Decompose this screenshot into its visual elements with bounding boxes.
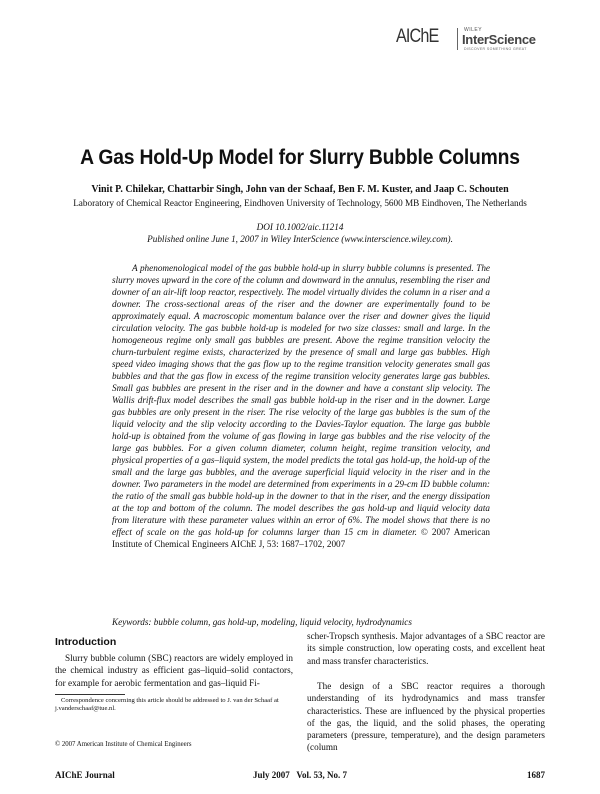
page-number: 1687 xyxy=(527,770,545,780)
author-list: Vinit P. Chilekar, Chattarbir Singh, John van der Schaaf, Ben F. M. Kuster, and Jaap C. Schouten xyxy=(91,184,509,195)
correspondence-footnote: Correspondence concerning this article should be addressed to J. van der Schaaf at j.vanderschaaf@tue.nl. xyxy=(55,697,279,712)
logo-divider xyxy=(457,28,458,50)
intro-paragraph-left: Slurry bubble column (SBC) reactors are widely employed in the chemical industry as efficient gas–liquid–solid contactors, for example for aerobic fermentation and gas–liquid Fi- xyxy=(55,653,293,688)
aiche-logo: AIChE xyxy=(396,26,439,47)
copyright-notice: © 2007 American Institute of Chemical Engineers xyxy=(55,741,192,748)
doi-line: DOI 10.1002/aic.11214 xyxy=(256,222,344,232)
abstract xyxy=(112,262,490,550)
intro-paragraph-right-2: The design of a SBC reactor requires a thorough understanding of its hydrodynamics and mass transfer characteristics. These are influenced by the physical properties of the gas, the liquid, and the solid phases, the operating parameters (pressure, temperature), and the design parameters (column xyxy=(307,681,545,753)
interscience-logo: InterScience xyxy=(462,32,536,47)
introduction-heading: Introduction xyxy=(55,636,117,648)
intro-paragraph-right-1: scher-Tropsch synthesis. Major advantages of a SBC reactor are its simple construction, low operating costs, and excellent heat and mass transfer characteristics. xyxy=(307,631,545,666)
affiliation: Laboratory of Chemical Reactor Engineering, Eindhoven University of Technology, 5600 MB Eindhoven, The Netherlands xyxy=(73,198,527,208)
abstract-copyright: © 2007 American Institute of Chemical Engineers AIChE J, 53: 1687–1702, 2007 xyxy=(112,527,490,549)
footer-journal-name: AIChE Journal xyxy=(55,770,115,780)
article-title: A Gas Hold-Up Model for Slurry Bubble Columns xyxy=(80,146,520,169)
interscience-tagline: DISCOVER SOMETHING GREAT xyxy=(464,47,527,51)
footer-issue: July 2007 Vol. 53, No. 7 xyxy=(252,770,348,780)
footnote-divider xyxy=(55,694,125,695)
wiley-wordmark: WILEY xyxy=(464,27,483,33)
abstract-text: A phenomenological model of the gas bubble hold-up in slurry bubble columns is presented. The slurry moves upward in the core of the column and downward in the annulus, resembling the riser and downer of an air-lift loop reactor, respectively. The model virtually divides the column in a riser and a downer. The cross-sectional areas of the riser and the downer are experimentally found to be approximately equal. A macroscopic momentum balance over the riser and downer gives the liquid circulation velocity. The gas bubble hold-up is modeled for two size classes: small and large. In the homogeneous regime only small gas bubbles are present. Above the regime transition velocity the churn-turbulent regime exists, characterized by the presence of small and large gas bubbles. High speed video imaging shows that the gas flow up to the regime transition velocity generates small gas bubbles and that the gas flow in excess of the regime transition velocity generates large gas bubbles. Small gas bubbles are present in the riser and in the downer and have a constant slip velocity. The Wallis drift-flux model describes the small gas bubble hold-up in the riser and in the downer. Large gas bubbles are only present in the riser. The rise velocity of the large gas bubbles is the sum of the liquid velocity and the slip velocity according to the Davies-Taylor equation. The large gas bubble hold-up is obtained from the volume of gas flowing in large gas bubbles and the rise velocity of the large gas bubbles. For a given column diameter, column height, regime transition velocity, and physical properties of a gas–liquid system, the model predicts the total gas hold-up, the hold-up of the small and the large gas bubbles, and the average superficial liquid velocity in the riser and in the downer. Two parameters in the model are determined from experiments in a 29-cm ID bubble column: the ratio of the small gas bubble hold-up in the downer to that in the riser, and the energy dissipation at the top and bottom of the column. The model describes the gas hold-up and liquid velocity data from literature with these parameter values within an error of 6%. The model shows that there is no effect of scale on the gas hold-up for columns larger than 15 cm in diameter. xyxy=(112,263,490,537)
publication-line: Published online June 1, 2007 in Wiley InterScience (www.interscience.wiley.com). xyxy=(147,234,453,244)
keywords: Keywords: bubble column, gas hold-up, modeling, liquid velocity, hydrodynamics xyxy=(112,617,412,627)
